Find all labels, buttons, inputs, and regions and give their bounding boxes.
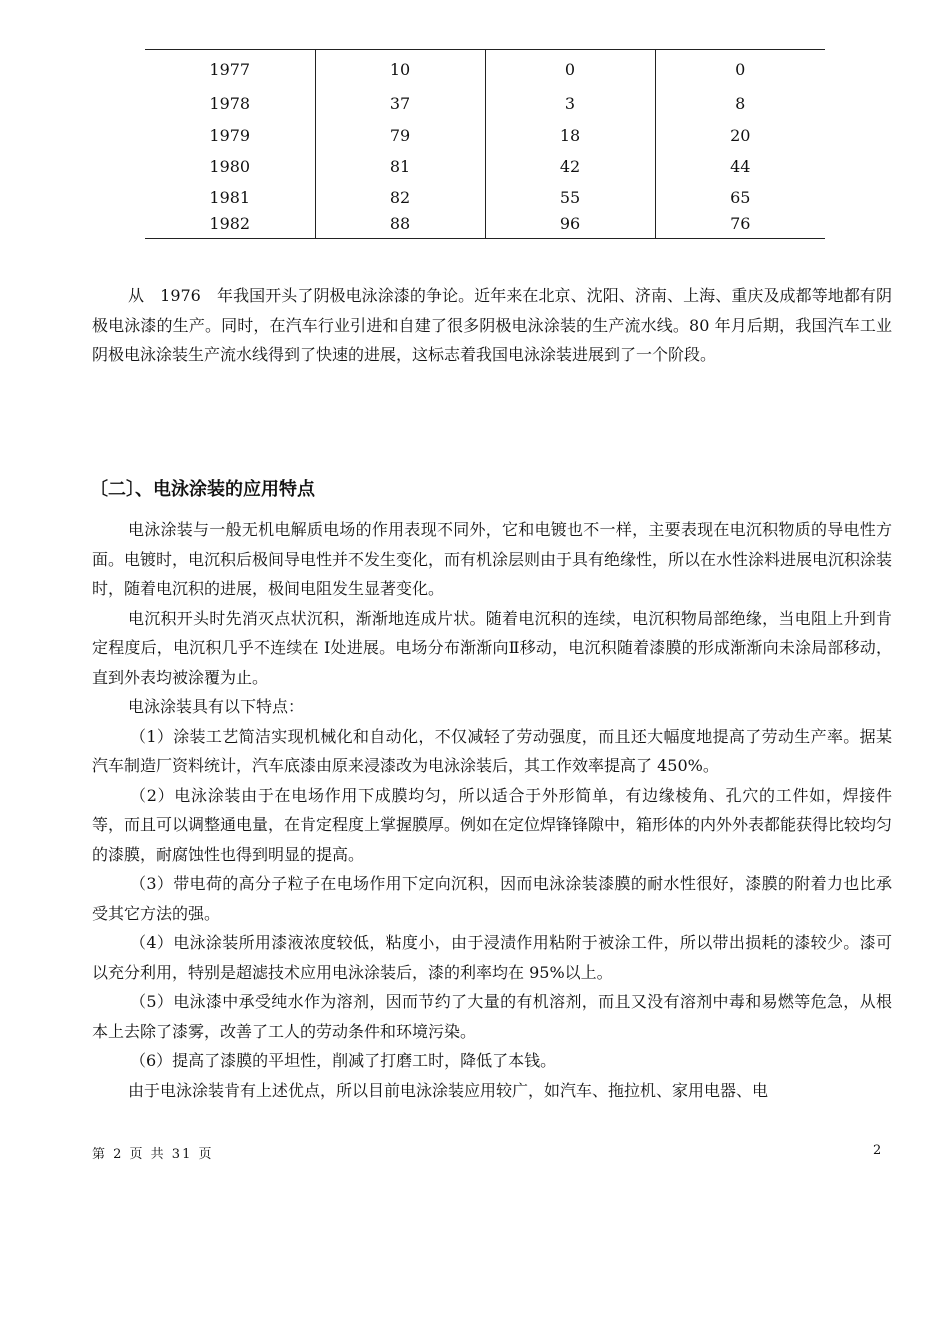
table-cell: 1977 — [209, 59, 251, 79]
table-row — [145, 88, 825, 119]
feature-item-1: （1）涂装工艺简洁实现机械化和自动化，不仅减轻了劳动强度，而且还大幅度地提高了劳动生产率。据某汽车制造厂资料统计，汽车底漆由原来浸漆改为电泳涂装后，其工作效率提高了 450%。 — [92, 726, 892, 775]
table-row — [145, 151, 825, 182]
feature-item-6: （6）提高了漆膜的平坦性，削减了打磨工时，降低了本钱。 — [130, 1051, 557, 1070]
table-cell: 79 — [315, 119, 485, 150]
table-cell: 96 — [485, 214, 655, 239]
table-cell: 1982 — [209, 213, 251, 233]
table-cell: 0 — [485, 50, 655, 89]
table-cell: 3 — [485, 88, 655, 119]
table-cell: 10 — [315, 50, 485, 89]
body-text — [92, 515, 892, 1105]
table-cell: 42 — [485, 151, 655, 182]
table-row — [145, 214, 825, 239]
table-cell: 55 — [485, 182, 655, 213]
feature-item-4: （4）电泳涂装所用漆液浓度较低，粘度小，由于浸渍作用粘附于被涂工件，所以带出损耗的漆较少。漆可以充分利用，特别是超滤技术应用电泳涂装后，漆的利率均在 95%以上。 — [92, 933, 892, 982]
page-count-label: 第 2 页 共 31 页 — [92, 1147, 214, 1162]
table-row — [145, 119, 825, 150]
table-cell: 1978 — [209, 94, 251, 114]
table-cell: 88 — [315, 214, 485, 239]
paragraph-conductivity: 电泳涂装与一般无机电解质电场的作用表现不同外，它和电镀也不一样，主要表现在电沉积物质的导电性方面。电镀时，电沉积后极间导电性并不发生变化，而有机涂层则由于具有绝缘性，所以在水性涂料进展电沉积涂装时，随着电沉积的进展，极间电阻发生显著变化。 — [92, 520, 893, 598]
paragraph-deposition: 电沉积开头时先消灭点状沉积，渐渐地连成片状。随着电沉积的连续，电沉积物局部绝缘，当电阻上升到肯定程度后，电沉积几乎不连续在 Ⅰ处进展。电场分布渐渐向Ⅱ移动，电沉积随着漆膜的形成渐渐向未涂局部移动，直到外表均被涂覆为止。 — [92, 608, 892, 687]
table-cell: 20 — [655, 119, 825, 150]
table-row — [145, 182, 825, 213]
section-heading: 〔二〕、电泳涂装的应用特点 — [90, 479, 315, 500]
table-cell: 1979 — [209, 125, 251, 145]
table-cell: 37 — [315, 88, 485, 119]
table-cell: 1980 — [209, 156, 251, 176]
table-cell: 65 — [655, 182, 825, 213]
paragraph-features-intro: 电泳涂装具有以下特点： — [128, 697, 305, 716]
table-cell: 1981 — [209, 188, 251, 208]
table-cell: 44 — [655, 151, 825, 182]
page-number: 2 — [873, 1143, 882, 1158]
table-cell: 0 — [655, 50, 825, 89]
table-cell: 8 — [655, 88, 825, 119]
table-cell: 18 — [485, 119, 655, 150]
table-cell: 81 — [315, 151, 485, 182]
data-table — [145, 49, 825, 239]
table-cell: 76 — [655, 214, 825, 239]
intro-paragraph: 从 1976 年我国开头了阴极电泳涂漆的争论。近年来在北京、沈阳、济南、上海、重庆及成都等地都有阴极电泳漆的生产。同时，在汽车行业引进和自建了很多阴极电泳涂装的生产流水线。80 年月后期，我国汽车工业阴极电泳涂装生产流水线得到了快速的进展，这标志着我国电泳涂装进展到了一个阶段。 — [92, 286, 892, 364]
paragraph-applications: 由于电泳涂装肯有上述优点，所以目前电泳涂装应用较广，如汽车、拖拉机、家用电器、电 — [128, 1080, 769, 1100]
table-cell: 82 — [315, 182, 485, 213]
table-row — [145, 50, 825, 89]
feature-item-2: （2）电泳涂装由于在电场作用下成膜均匀，所以适合于外形简单，有边缘棱角、孔穴的工件如，焊接件等，而且可以调整通电量，在肯定程度上掌握膜厚。例如在定位焊锋锋隙中，箱形体的内外外表都能获得比较均匀的漆膜，耐腐蚀性也得到明显的提高。 — [92, 785, 893, 864]
feature-item-3: （3）带电荷的高分子粒子在电场作用下定向沉积，因而电泳涂装漆膜的耐水性很好，漆膜的附着力也比承受其它方法的强。 — [92, 874, 892, 923]
feature-item-5: （5）电泳漆中承受纯水作为溶剂，因而节约了大量的有机溶剂，而且又没有溶剂中毒和易燃等危急，从根本上去除了漆雾，改善了工人的劳动条件和环境污染。 — [92, 992, 892, 1041]
